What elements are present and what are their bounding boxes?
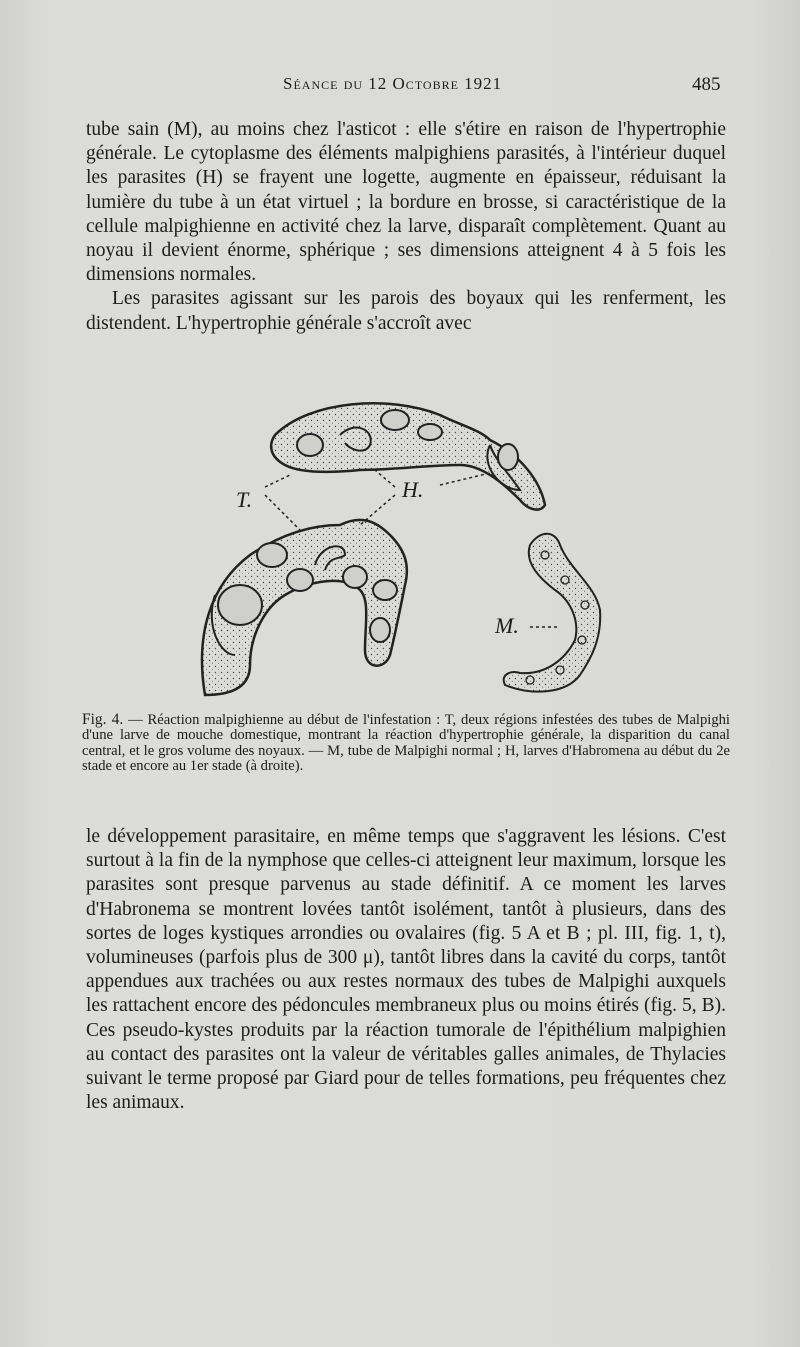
paragraph-1: tube sain (M), au moins chez l'asticot : elle s'étire en raison de l'hypertrophie générale. Le cytoplasme des éléments malpighiens parasités, à l'intérieur duquel les parasites (H) se frayent une logette, augmente en épaisseur, réduisant la lumière du tube à un état virtuel ; la bordure en brosse, si caractéristique de la cellule malpighienne en activité chez la larve, disparaît complètement. Quant au noyau il devient énorme, sphérique ; ses dimensions atteignent 4 à 5 fois les dimensions normales.: [86, 119, 726, 286]
running-head: [0, 72, 800, 102]
figure-label-h: H.: [402, 477, 424, 502]
nucleus: [257, 543, 287, 567]
figure-label-m: M.: [495, 613, 519, 638]
nucleus: [418, 424, 442, 440]
nucleus: [370, 618, 390, 642]
nucleus: [498, 444, 518, 470]
caption-fig-label: Fig. 4.: [82, 711, 124, 728]
figure-caption: [82, 712, 730, 775]
caption-paragraph: [82, 712, 730, 775]
nucleus: [287, 569, 313, 591]
paragraph-3: le développement parasitaire, en même temps que s'aggravent les lésions. C'est surtout à la fin de la nymphose que celles-ci atteignent leur maximum, lorsque les parasites sont presque parvenus au stade définitif. A ce moment les larves d'Habronema se montrent lovées tantôt isolément, tantôt à plusieurs, dans des sortes de loges kystiques arrondies ou ovalaires (fig. 5 A et B ; pl. III, fig. 1, t), volumineuses (parfois plus de 300 μ), tantôt libres dans la cavité du corps, tantôt appendues aux trachées ou aux restes normaux des tubes de Malpighi auxquels les rattachent encore des pédoncules membraneux plus ou moins étirés (fig. 5, B). Ces pseudo-kystes produits par la réaction tumorale de l'épithélium malpighien au contact des parasites ont la valeur de véritables galles animales, de Thylacies suivant le terme proposé par Giard pour de telles formations, peu fréquentes chez les animaux.: [86, 826, 726, 1114]
paragraph-2: Les parasites agissant sur les parois des boyaux qui les renferment, les distendent. L'hypertrophie générale s'accroît avec: [86, 288, 726, 334]
bottom-text: [86, 825, 726, 1115]
caption-text: — Réaction malpighienne au début de l'infestation : T, deux régions infestées des tubes de Malpighi d'une larve de mouche domestique, montrant la réaction d'hypertrophie générale, la disparition du canal central, et le gros volume des noyaux. — M, tube de Malpighi normal ; H, larves d'Habromena au début du 2e stade et encore au 1er stade (à droite).: [82, 712, 730, 775]
figure-4-illustration: [190, 395, 620, 705]
nucleus: [297, 434, 323, 456]
running-title: Séance du 12 Octobre 1921: [283, 74, 503, 93]
page-number: 485: [692, 74, 721, 95]
nucleus: [381, 410, 409, 430]
pointer-line: [265, 470, 490, 530]
nucleus: [373, 580, 397, 600]
top-text: [86, 118, 726, 336]
nucleus: [343, 566, 367, 588]
figure-label-t: T.: [236, 487, 253, 512]
nucleus: [218, 585, 262, 625]
